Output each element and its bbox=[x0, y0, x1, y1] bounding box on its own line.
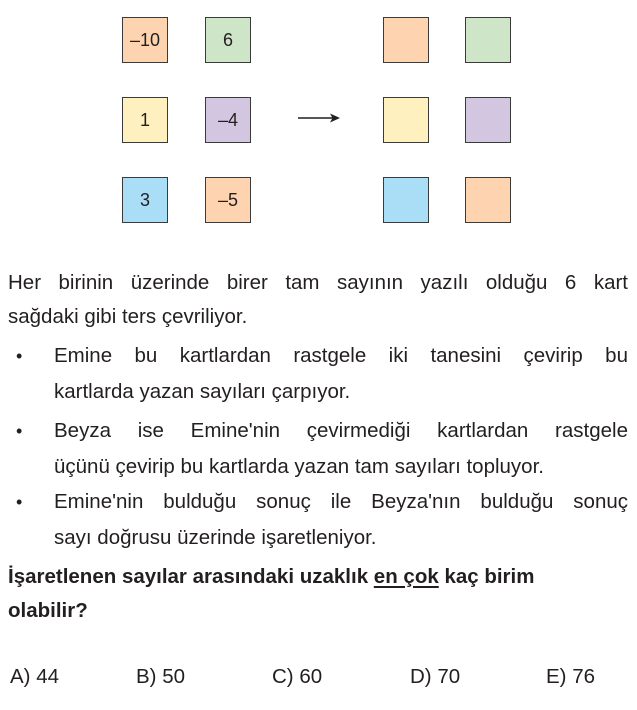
face-down-card bbox=[383, 17, 429, 63]
intro-line-1: Her birinin üzerinde birer tam sayının yazılı olduğu 6 kart bbox=[8, 271, 628, 294]
bullet-dot: • bbox=[16, 346, 23, 366]
question-emphasis: en çok bbox=[373, 565, 439, 588]
face-down-card bbox=[465, 17, 511, 63]
number-card: 3 bbox=[122, 177, 168, 223]
bullet-item-3 bbox=[54, 484, 628, 556]
question-line-1 bbox=[8, 560, 628, 594]
right-arrow-icon bbox=[296, 110, 342, 126]
option-b[interactable]: B) 50 bbox=[136, 665, 185, 688]
bullet-dot: • bbox=[16, 492, 23, 512]
bullet-item-2 bbox=[54, 413, 628, 485]
option-c[interactable]: C) 60 bbox=[272, 665, 323, 688]
bullet-1-line-1: Emine bu kartlardan rastgele iki tanesini çevirip bu bbox=[54, 344, 628, 367]
face-down-card bbox=[465, 177, 511, 223]
option-a[interactable]: A) 44 bbox=[10, 665, 59, 688]
bullet-3-line-1: Emine'nin bulduğu sonuç ile Beyza'nın bulduğu sonuç bbox=[54, 490, 628, 513]
bullet-dot: • bbox=[16, 421, 23, 441]
number-card: 6 bbox=[205, 17, 251, 63]
number-card: –4 bbox=[205, 97, 251, 143]
option-e[interactable]: E) 76 bbox=[546, 665, 595, 688]
number-card: 1 bbox=[122, 97, 168, 143]
face-down-card bbox=[465, 97, 511, 143]
number-card: –10 bbox=[122, 17, 168, 63]
intro-line-2: sağdaki gibi ters çevriliyor. bbox=[8, 305, 248, 328]
bullet-item-1 bbox=[54, 338, 628, 410]
option-d[interactable]: D) 70 bbox=[410, 665, 461, 688]
bullet-2-line-1: Beyza ise Emine'nin çevirmediği kartlardan rastgele bbox=[54, 419, 628, 442]
face-down-card bbox=[383, 177, 429, 223]
question-text-b: kaç birim bbox=[438, 565, 535, 588]
bullet-1-line-2: kartlarda yazan sayıları çarpıyor. bbox=[54, 380, 351, 403]
question-text-a: İşaretlenen sayılar arasındaki uzaklık bbox=[8, 565, 374, 588]
question bbox=[8, 560, 628, 628]
question-line-2: olabilir? bbox=[8, 599, 88, 622]
face-down-card bbox=[383, 97, 429, 143]
bullet-2-line-2: üçünü çevirip bu kartlarda yazan tam sayıları topluyor. bbox=[54, 455, 544, 478]
number-card: –5 bbox=[205, 177, 251, 223]
intro-paragraph bbox=[8, 266, 628, 334]
bullet-3-line-2: sayı doğrusu üzerinde işaretleniyor. bbox=[54, 526, 377, 549]
